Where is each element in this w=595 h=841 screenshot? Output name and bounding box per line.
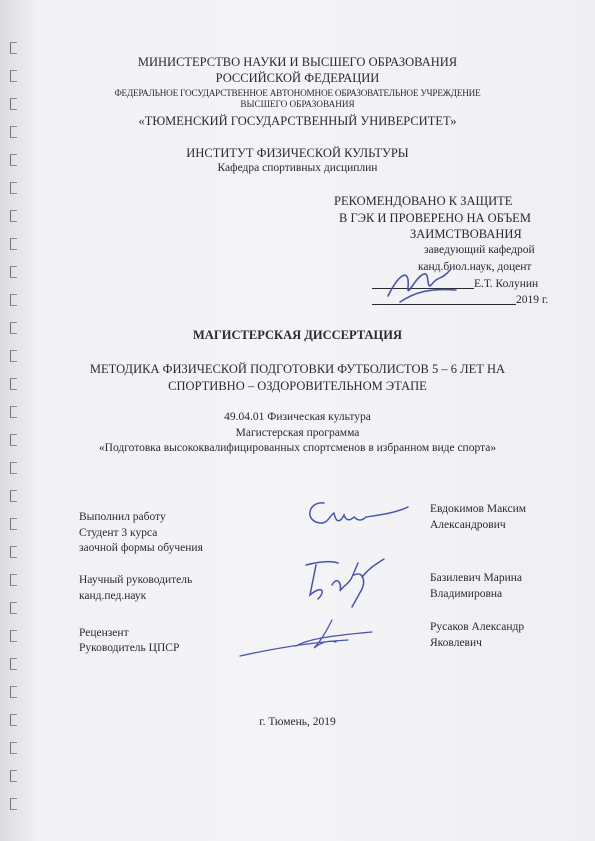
head-signature (380, 262, 460, 307)
binding-hole (10, 602, 17, 614)
binding-hole (10, 770, 17, 782)
binding-hole (10, 518, 17, 530)
reviewer-name-line-2: Яковлевич (430, 637, 482, 649)
program-name: «Подготовка высококвалифицированных спортсменов в избранном виде спорта» (98, 442, 497, 454)
thesis-topic-line-1: МЕТОДИКА ФИЗИЧЕСКОЙ ПОДГОТОВКИ ФУТБОЛИСТОВ 5 – 6 ЛЕТ НА (89, 362, 506, 376)
program-level: Магистерская программа (235, 427, 360, 439)
thesis-topic-line-2: СПОРТИВНО – ОЗДОРОВИТЕЛЬНОМ ЭТАПЕ (168, 379, 427, 393)
binding-hole (10, 630, 17, 642)
binding-hole (10, 294, 17, 306)
binding-hole (10, 686, 17, 698)
approval-year: 2019 г. (516, 294, 549, 306)
supervisor-name-line-2: Владимировна (430, 588, 503, 600)
reviewer-signature (236, 612, 376, 662)
head-degree: канд.биол.наук, доцент (418, 261, 532, 273)
binding-hole (10, 658, 17, 670)
author-role-line-2: Студент 3 курса (79, 527, 158, 539)
binding-hole (10, 182, 17, 194)
approval-line-2: В ГЭК И ПРОВЕРЕНО НА ОБЪЕМ (339, 211, 531, 225)
institute-name: ИНСТИТУТ ФИЗИЧЕСКОЙ КУЛЬТУРЫ (186, 146, 409, 160)
author-signature (300, 495, 410, 535)
supervisor-name-line-1: Базилевич Марина (430, 572, 522, 584)
city-year: г. Тюмень, 2019 (259, 716, 336, 728)
reviewer-role-line-2: Руководитель ЦПСР (79, 642, 180, 654)
binding-hole (10, 462, 17, 474)
binding-hole (10, 238, 17, 250)
institution-type-line-1: ФЕДЕРАЛЬНОЕ ГОСУДАРСТВЕННОЕ АВТОНОМНОЕ ОБРАЗОВАТЕЛЬНОЕ УЧРЕЖДЕНИЕ (114, 88, 481, 98)
institution-type-line-2: ВЫСШЕГО ОБРАЗОВАНИЯ (240, 99, 355, 109)
binding-hole (10, 574, 17, 586)
university-name: «ТЮМЕНСКИЙ ГОСУДАРСТВЕННЫЙ УНИВЕРСИТЕТ» (138, 114, 457, 128)
ministry-line-1: МИНИСТЕРСТВО НАУКИ И ВЫСШЕГО ОБРАЗОВАНИЯ (137, 55, 458, 69)
binding-hole (10, 742, 17, 754)
head-name: Е.Т. Колунин (474, 278, 539, 290)
binding-hole (10, 266, 17, 278)
document-type: МАГИСТЕРСКАЯ ДИССЕРТАЦИЯ (193, 328, 402, 342)
binding-hole (10, 42, 17, 54)
supervisor-signature (292, 555, 392, 610)
supervisor-role-line-2: канд.пед.наук (79, 590, 147, 602)
author-role-line-3: заочной формы обучения (79, 542, 203, 554)
binding-hole (10, 350, 17, 362)
binding-hole (10, 210, 17, 222)
ministry-line-2: РОССИЙСКОЙ ФЕДЕРАЦИИ (215, 71, 380, 85)
author-name-line-1: Евдокимов Максим (430, 503, 527, 515)
head-position: заведующий кафедрой (424, 244, 535, 256)
binding-hole (10, 798, 17, 810)
approval-line-1: РЕКОМЕНДОВАНО К ЗАЩИТЕ (334, 194, 513, 208)
author-role-line-1: Выполнил работу (79, 511, 166, 523)
approval-line-3: ЗАИМСТВОВАНИЯ (410, 227, 522, 241)
department-name: Кафедра спортивных дисциплин (217, 162, 378, 174)
program-code: 49.04.01 Физическая культура (224, 411, 371, 423)
binding-hole (10, 490, 17, 502)
reviewer-role-line-1: Рецензент (79, 627, 129, 639)
binding-hole (10, 546, 17, 558)
author-name-line-2: Александрович (430, 519, 506, 531)
reviewer-name-line-1: Русаков Александр (430, 621, 525, 633)
supervisor-role-line-1: Научный руководитель (79, 574, 193, 586)
